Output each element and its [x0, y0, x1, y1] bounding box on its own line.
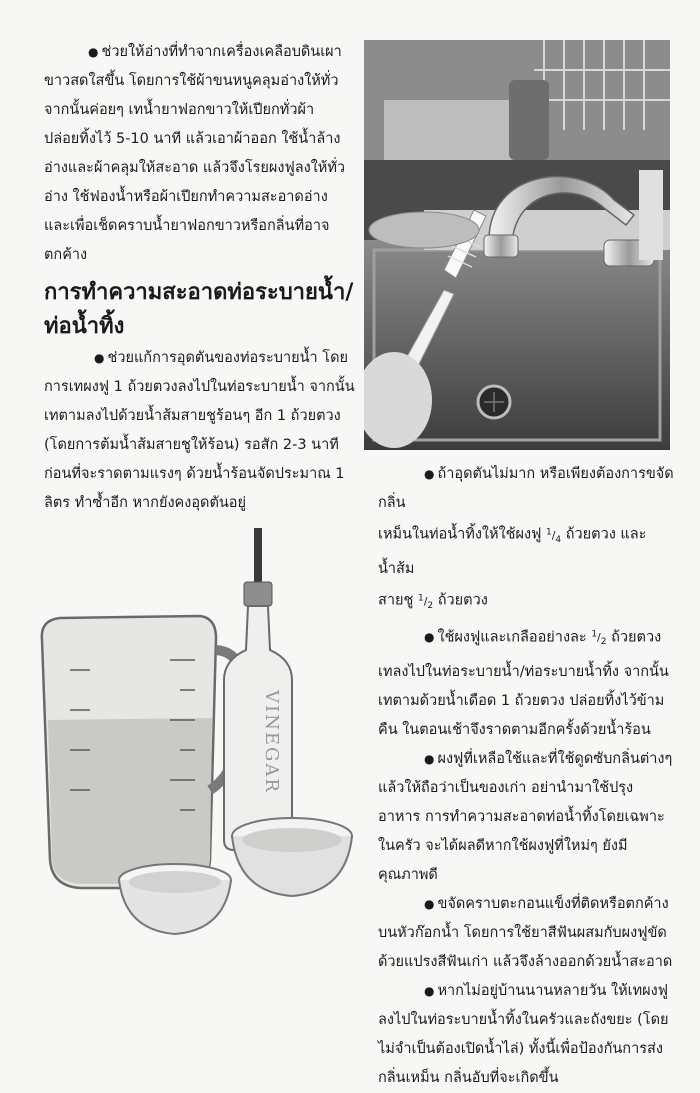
sink-illustration [364, 40, 670, 450]
vinegar-baking-soda-photo [30, 520, 360, 960]
bullet-icon: ● [94, 351, 105, 365]
drain-paragraph: ● ช่วยแก้การอุดตันของท่อระบายน้ำ โดยการเทผงฟู 1 ถ้วยตวงลงไปในท่อระบายน้ำ จากนั้นเทตามลงไปด้วยน้ำส้มสายชูร้อนๆ อีก 1 ถ้วยตวง (โดยการต้มน้ำส้มสายชูให้ร้อน) รอสัก 2-3 นาที ก่อนที่จะราดตามแรงๆ ด้วยน้ำร้อนจัดประมาณ 1 ลิตร ทำซ้ำอีก หากยังคงอุดตันอยู่ [44, 350, 355, 511]
bullet-icon: ● [424, 467, 435, 481]
fraction: $^1/_2$ [591, 629, 607, 648]
bullet-icon: ● [424, 983, 435, 998]
bullet-icon: ● [424, 751, 435, 766]
bullet-item-3: ● ผงฟูที่เหลือใช้และที่ใช้ดูดซับกลิ่นต่างๆ แล้วให้ถือว่าเป็นของเก่า อย่านำมาใช้ปรุงอาหาร การทำความสะอาดท่อน้ำทิ้งโดยเฉพาะในครัว จะได้ผลดีหากใช้ผงฟูที่ใหม่ๆ ยังมีคุณภาพดี [378, 750, 673, 883]
intro-paragraph: ● ช่วยให้อ่างที่ทำจากเครื่องเคลือบดินเผาขาวสดใสขึ้น โดยการใช้ผ้าขนหนูคลุมอ่างให้ทั่ว จากนั้นค่อยๆ เทน้ำยาฟอกขาวให้เปียกทั่วผ้า ปล่อยทิ้งไว้ 5-10 นาที แล้วเอาผ้าออก ใช้น้ำล้างอ่างและผ้าคลุมให้สะอาด แล้วจึงโรยผงฟูลงให้ทั่วอ่าง ใช้ฟองน้ำหรือผ้าเปียกทำความสะอาดอ่าง และเพื่อเช็ดคราบน้ำยาฟอกขาวหรือกลิ่นที่อาจตกค้าง [44, 44, 346, 263]
bullet-item-1: ● ถ้าอุดตันไม่มาก หรือเพียงต้องการขจัดกลิ่น เหม็นในท่อน้ำทิ้งให้ใช้ผงฟู $^1/_4$ ถ้วยตวง และน้ำส้ม สายชู $^1/_2$ ถ้วยตวง [378, 466, 674, 611]
bullet-icon: ● [424, 896, 435, 911]
fraction: $^1/_4$ [545, 527, 562, 545]
heading-line-1: การทำความสะอาดท่อระบายน้ำ/ [44, 280, 354, 305]
bullet-item-2: ● ใช้ผงฟูและเกลืออย่างละ $^1/_2$ ถ้วยตวง เทลงไปในท่อระบายน้ำ/ท่อระบายน้ำทิ้ง จากนั้นเทตามด้วยน้ำเดือด 1 ถ้วยตวง ปล่อยทิ้งไว้ข้ามคืน ในตอนเช้าจึงราดตามอีกครั้งด้วยน้ำร้อน [378, 629, 669, 738]
jug-bottle-illustration [30, 520, 360, 960]
bullet-item-4: ● ขจัดคราบตะกอนแข็งที่ติดหรือตกค้างบนหัวก๊อกน้ำ โดยการใช้ยาสีฟันผสมกับผงฟูขัดด้วยแปรงสีฟันเก่า แล้วจึงล้างออกด้วยน้ำสะอาด [378, 895, 673, 970]
section-heading [44, 276, 364, 344]
bullet-icon: ● [424, 630, 435, 645]
sink-photo [364, 40, 670, 450]
bullet-item-5: ● หากไม่อยู่บ้านนานหลายวัน ให้เทผงฟูลงไปในท่อระบายน้ำทิ้งในครัวและถังขยะ (โดยไม่จำเป็นต้องเปิดน้ำไล่) ทั้งนี้เพื่อป้องกันการส่งกลิ่นเหม็น กลิ่นอับที่จะเกิดขึ้น [378, 982, 669, 1086]
bottle-label: VINEGAR [261, 690, 282, 794]
fraction: $^1/_2$ [417, 592, 434, 611]
heading-line-2: ท่อน้ำทิ้ง [44, 314, 125, 339]
right-column [378, 460, 674, 1093]
bullet-icon: ● [88, 45, 99, 59]
